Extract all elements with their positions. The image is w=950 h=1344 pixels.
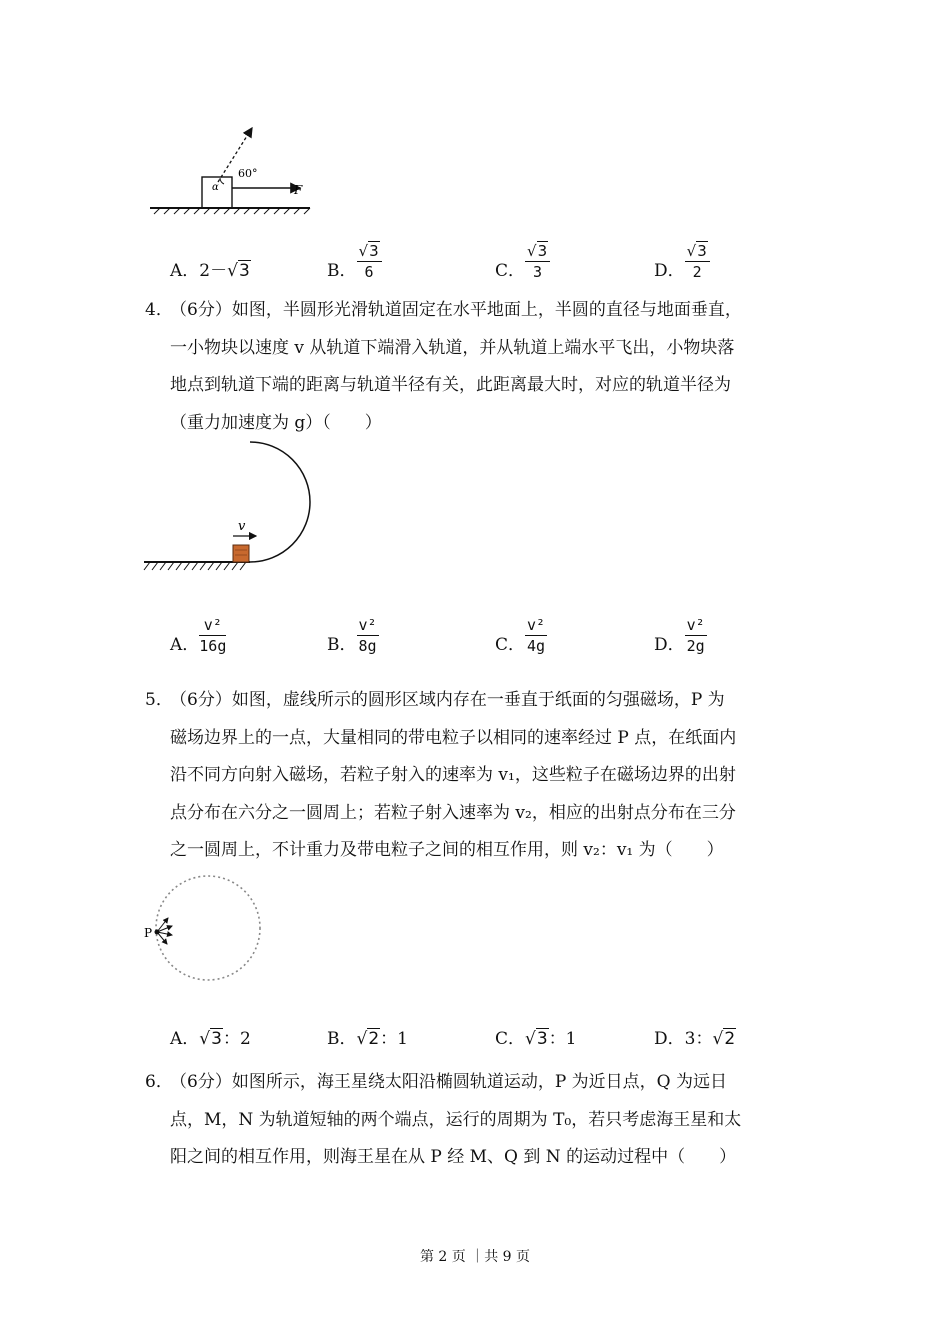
sqrt-symbol: √2 <box>712 1029 736 1049</box>
fraction: $\frac{√3}{6}$ <box>357 242 382 281</box>
point-label: P <box>144 926 153 940</box>
fraction: $\frac{\text{v²}}{4g}$ <box>527 616 546 655</box>
q5-option-d[interactable]: D．3：√2 <box>654 1029 736 1049</box>
q6-text: （6分）如图所示，海王星绕太阳沿椭圆轨道运动，P 为近日点，Q 为远日 点，M，N 为轨道短轴的两个端点，运行的周期为 T₀，若只考虑海王星和太 阳之间的相互作用，则海王星在从 P 经 M、Q 到 N 的运动过程中（ ） <box>170 1072 742 1167</box>
q5-option-c[interactable]: C．√3：1 <box>495 1029 577 1049</box>
q4-text: （6分）如图，半圆形光滑轨道固定在水平地面上，半圆的直径与地面垂直， 一小物块以速度 v 从轨道下端滑入轨道，并从轨道上端水平飞出，小物块落 地点到轨道下端的距离与轨道半径有关，此距离最大时，对应的轨道半径为 （重力加速度为 g）（ ） <box>170 300 742 433</box>
q4-option-b[interactable]: B． $\frac{\text{v²}}{8g}$ <box>327 616 377 655</box>
q4-option-c[interactable]: C． $\frac{\text{v²}}{4g}$ <box>495 616 546 655</box>
page-footer: 第 2 页 ｜共 9 页 <box>419 1249 531 1265</box>
angle-label: 60° <box>238 167 258 180</box>
force-label: F <box>294 183 303 197</box>
sqrt-symbol: √3 <box>525 1029 548 1049</box>
field-boundary <box>156 876 260 980</box>
sqrt-symbol: √2 <box>356 1029 380 1049</box>
q4-figure <box>140 440 320 575</box>
q3-option-c[interactable]: C． $\frac{√3}{3}$ <box>495 234 550 281</box>
q3-option-b[interactable]: B． $\frac{√3}{6}$ <box>327 234 382 281</box>
fraction: $\frac{\text{v²}}{16g}$ <box>199 616 227 655</box>
fraction: $\frac{\text{v²}}{8g}$ <box>358 616 377 655</box>
q6-number: 6． <box>145 1072 173 1092</box>
q5-option-a[interactable]: A．√3：2 <box>170 1029 251 1049</box>
q3-option-a[interactable]: A．2－√3 <box>170 261 250 281</box>
angle-mark: α <box>212 182 219 193</box>
semicircle-track <box>250 442 310 562</box>
fraction: $\frac{√3}{3}$ <box>525 242 550 281</box>
small-block <box>233 545 249 562</box>
q5-number: 5． <box>145 690 173 710</box>
velocity-label: v <box>238 519 246 534</box>
q5-option-b[interactable]: B．√2：1 <box>327 1029 408 1049</box>
q3-option-d[interactable]: D． $\frac{√3}{2}$ <box>654 234 710 281</box>
sqrt-symbol: √3 <box>227 261 250 281</box>
q4-number: 4． <box>145 300 173 320</box>
sqrt-symbol: √3 <box>199 1029 222 1049</box>
q3-figure <box>140 120 320 220</box>
q4-option-d[interactable]: D． $\frac{\text{v²}}{2g}$ <box>654 616 705 655</box>
fraction: $\frac{√3}{2}$ <box>685 242 710 281</box>
q5-figure <box>140 868 280 988</box>
fraction: $\frac{\text{v²}}{2g}$ <box>686 616 705 655</box>
q4-option-a[interactable]: A． $\frac{\text{v²}}{16g}$ <box>170 616 227 655</box>
q5-text: （6分）如图，虚线所示的圆形区域内存在一垂直于纸面的匀强磁场，P 为 磁场边界上的一点，大量相同的带电粒子以相同的速率经过 P 点，在纸面内 沿不同方向射入磁场，若粒子射入的速率为 v₁，这些粒子在磁场边界的出射 点分布在六分之一圆周上；若粒子射入速率为 v₂，相应的出射点分布在三分 之一圆周上，不计重力及带电粒子之间的相互作用，则 v₂：v₁ 为（ ） <box>170 690 737 860</box>
